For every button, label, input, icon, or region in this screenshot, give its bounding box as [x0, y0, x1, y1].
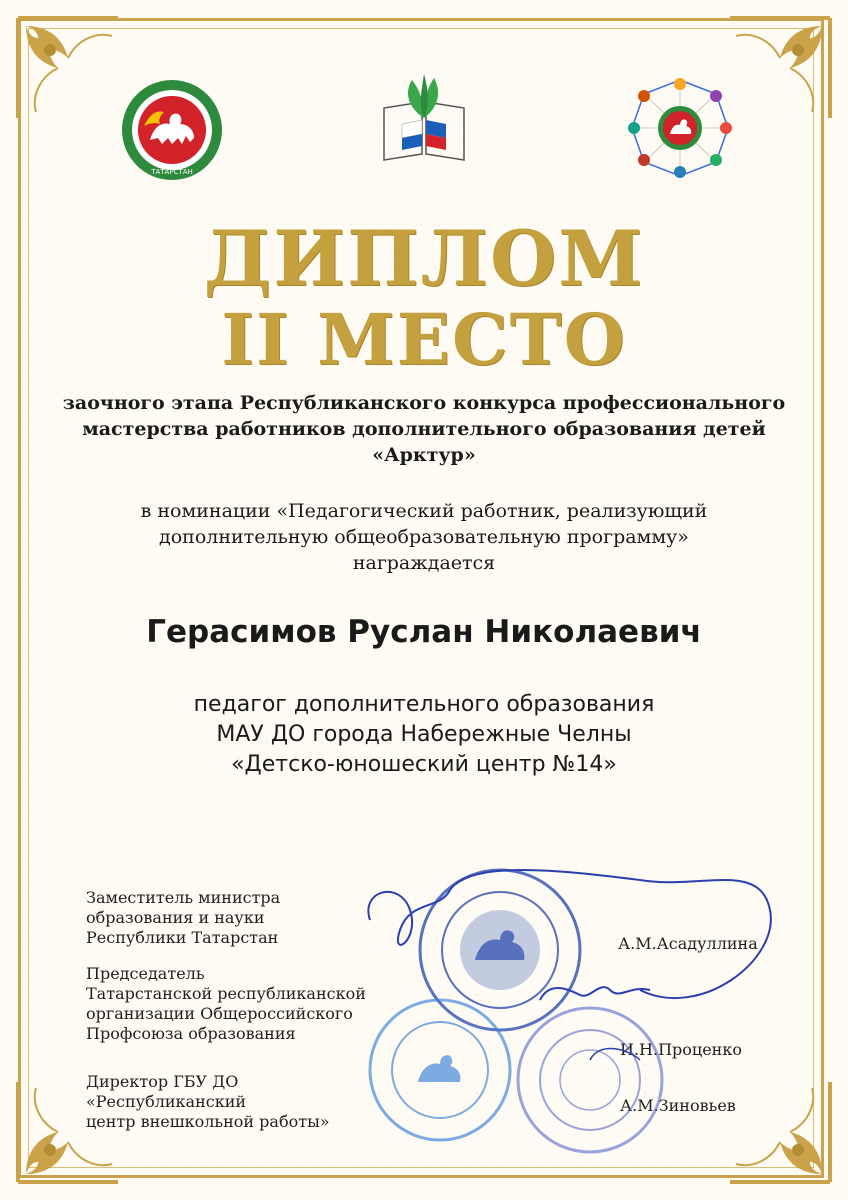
- nomination-line: дополнительную общеобразовательную программу»: [159, 526, 689, 548]
- position-line: педагог дополнительного образования: [193, 692, 655, 717]
- signatory-name-3: А.М.Зиновьев: [620, 1096, 736, 1115]
- nomination-line: в номинации «Педагогический работник, реализующий: [140, 500, 708, 522]
- role-line: Заместитель министра: [86, 888, 281, 907]
- corner-ornament-icon: [8, 8, 128, 128]
- diploma-title: ДИПЛОМ: [203, 214, 645, 303]
- contest-name: «Арктур»: [372, 444, 476, 466]
- corner-ornament-icon: [720, 1072, 840, 1192]
- role-line: Директор ГБУ ДО «Республиканский: [86, 1072, 247, 1111]
- signatory-name-2: И.Н.Проценко: [620, 1040, 742, 1059]
- nomination-text: [40, 498, 808, 576]
- extracurricular-center-emblem-icon: [628, 76, 732, 180]
- role-line: Татарстанской республиканской: [86, 984, 366, 1003]
- role-line: Председатель: [86, 964, 205, 983]
- signatory-name-1: А.М.Асадуллина: [618, 934, 758, 953]
- organization-line: МАУ ДО города Набережные Челны: [216, 722, 632, 747]
- contest-line: мастерства работников дополнительного образования детей: [82, 418, 766, 440]
- corner-ornament-icon: [720, 8, 840, 128]
- role-line: центр внешкольной работы»: [86, 1112, 330, 1131]
- contest-line: заочного этапа Республиканского конкурса профессионального: [62, 392, 786, 414]
- contest-description: [40, 390, 808, 468]
- recipient-name: Герасимов Руслан Николаевич: [146, 614, 702, 650]
- role-line: Профсоюза образования: [86, 1024, 296, 1043]
- role-line: образования и науки: [86, 908, 265, 927]
- awarded-label: награждается: [352, 552, 496, 574]
- signatory-role-1: [86, 888, 326, 948]
- place-title: II МЕСТО: [221, 298, 627, 381]
- role-line: Республики Татарстан: [86, 928, 279, 947]
- trade-union-book-sprout-icon: [378, 68, 470, 168]
- organization-name: «Детско-юношеский центр №14»: [231, 752, 617, 777]
- role-line: организации Общероссийского: [86, 1004, 353, 1023]
- signatory-role-3: [86, 1072, 386, 1132]
- logo-caption: ТАТАРСТАН: [151, 168, 193, 176]
- signatory-role-2: [86, 964, 386, 1044]
- recipient-position: [40, 690, 808, 780]
- tatarstan-coat-of-arms-icon: [120, 78, 224, 182]
